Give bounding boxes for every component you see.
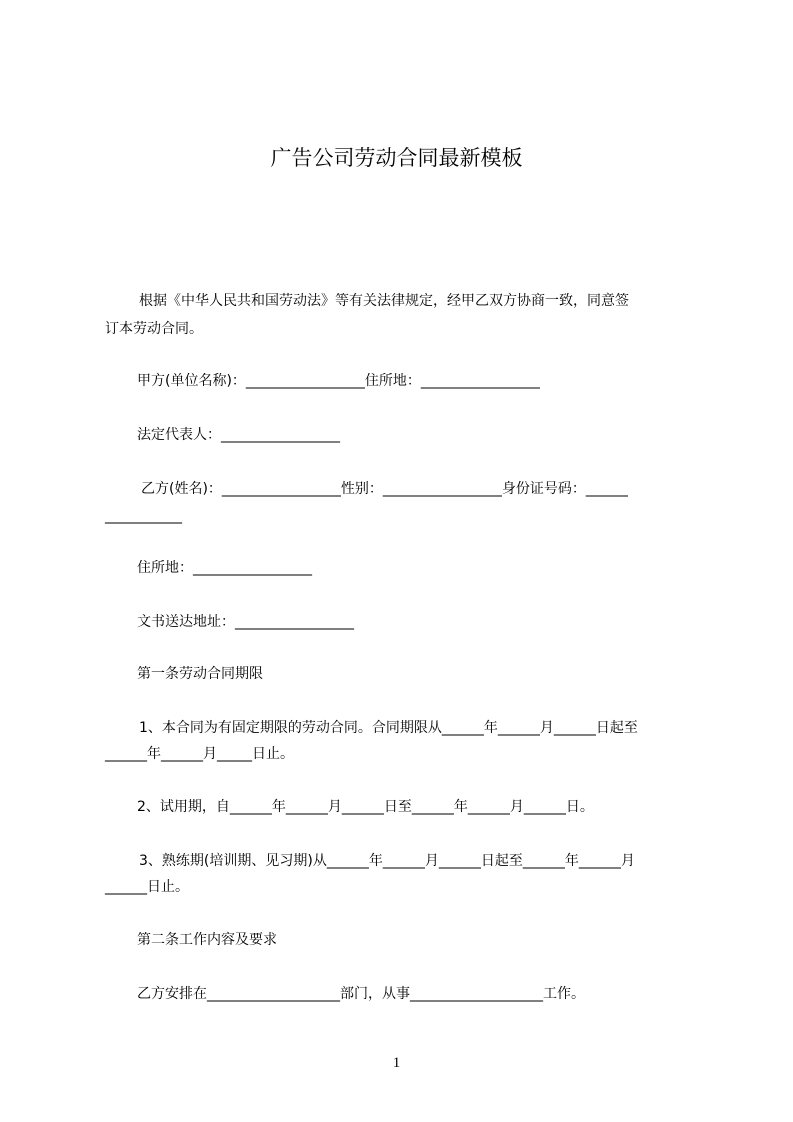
clause-3-line-2: ______日止。	[105, 879, 189, 895]
party-a-line: 甲方(单位名称)：_________________住所地：_________________	[137, 373, 540, 389]
clause-1-line-2: ______年______月_____日止。	[105, 746, 294, 762]
intro-paragraph-line-2: 订本劳动合同。	[105, 321, 203, 337]
document-title: 广告公司劳动合同最新模板	[270, 146, 523, 170]
clause-3-line-1: 3、熟练期(培训期、见习期)从______年______月______日起至______年______月	[139, 853, 635, 869]
party-b-line-2: ___________	[105, 508, 182, 524]
intro-paragraph-line-1: 根据《中华人民共和国劳动法》等有关法律规定，经甲乙双方协商一致，同意签	[139, 293, 629, 309]
party-b-line-1: 乙方(姓名)：_________________性别：_________________身份证号码：______	[141, 481, 628, 497]
article-2-heading: 第二条工作内容及要求	[137, 932, 277, 948]
legal-representative-line: 法定代表人：_________________	[137, 427, 340, 443]
service-address-line: 文书送达地址：_________________	[137, 614, 354, 630]
article-1-heading: 第一条劳动合同期限	[137, 666, 263, 682]
page-number: 1	[392, 1055, 401, 1071]
clause-2-line: 2、试用期，自______年______月______日至______年______月______日。	[137, 799, 594, 815]
clause-1-line-1: 1、本合同为有固定期限的劳动合同。合同期限从______年______月______日起至	[139, 720, 638, 736]
address-line: 住所地：_________________	[137, 560, 312, 576]
work-arrangement-line: 乙方安排在___________________部门，从事___________________工作。	[137, 986, 585, 1002]
